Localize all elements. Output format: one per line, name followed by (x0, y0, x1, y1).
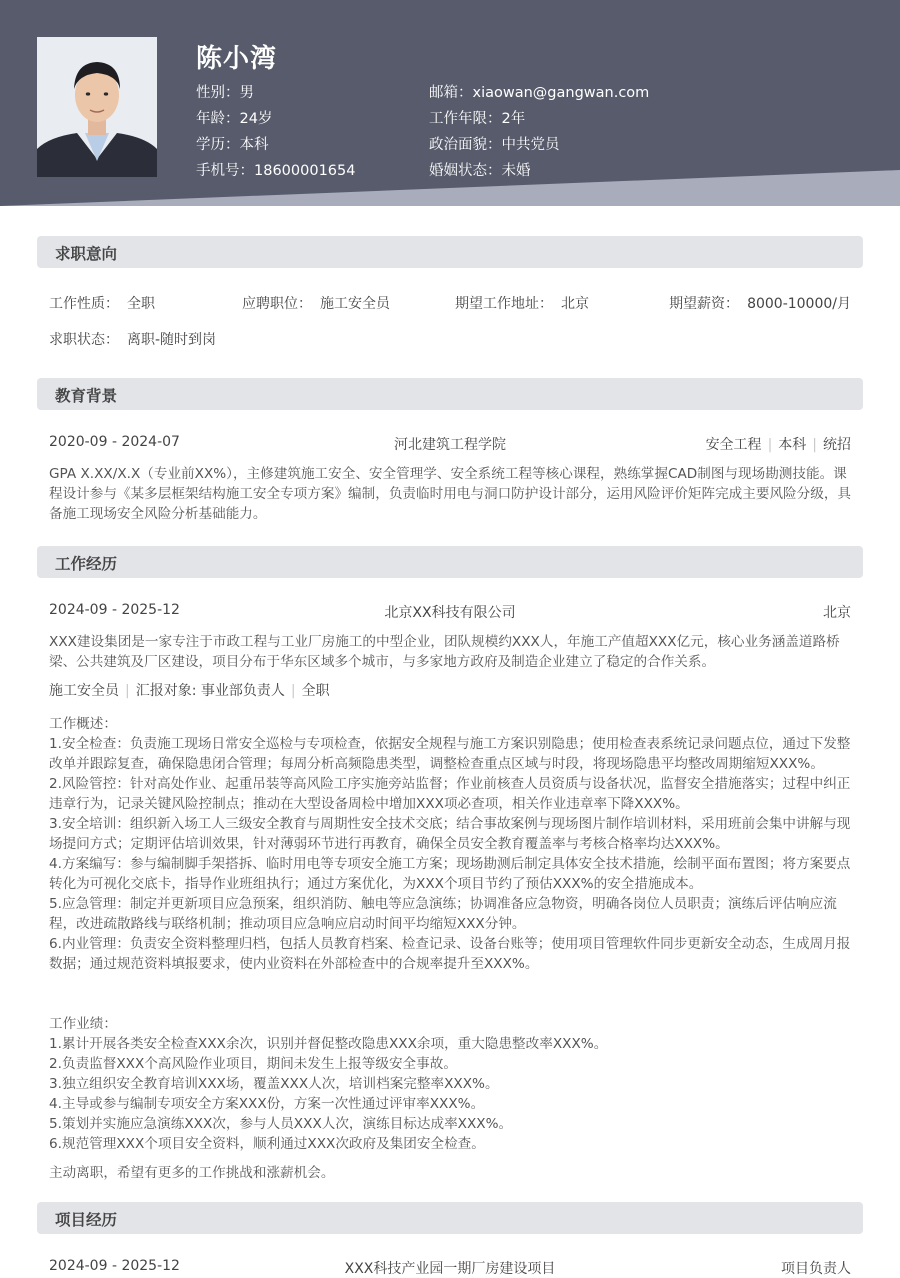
overview-item: 4.方案编写：参与编制脚手架搭拆、临时用电等专项安全施工方案；现场勘测后制定具体安全技术措施，绘制平面布置图；将方案要点转化为可视化交底卡，指导作业班组执行；通过方案优化，为XXX个项目节约了预估XXX%的安全措施成本。 (49, 856, 851, 892)
person-avatar-icon (37, 37, 157, 177)
tag-divider: | (767, 437, 773, 453)
basic-info-left (196, 80, 355, 184)
section-title-text: 项目经历 (55, 1211, 118, 1229)
info-value: 中共党员 (501, 137, 560, 153)
intent-label: 求职状态： (49, 332, 119, 348)
info-gender (196, 80, 355, 106)
overview-item: 1.安全检查：负责施工现场日常安全巡检与专项检查，依据安全规程与施工方案识别隐患；使用检查表系统记录问题点位，通过下发整改单并跟踪复查，确保隐患闭合管理；每周分析高频隐患类型，调整检查重点区域与时段，将现场隐患平均整改周期缩短XXX%。 (49, 736, 851, 772)
work-job-type: 全职 (301, 683, 330, 699)
tag-divider: | (290, 683, 296, 699)
section-title-work (37, 546, 863, 578)
achievement-item: 1.累计开展各类安全检查XXX余次，识别并督促整改隐患XXX余项，重大隐患整改率XXX%。 (49, 1036, 608, 1052)
info-value: 本科 (239, 137, 269, 153)
intent-value: 离职-随时到岗 (127, 332, 217, 348)
project-role: 项目负责人 (781, 1261, 851, 1277)
intent-label: 期望工作地址： (455, 296, 553, 312)
education-major: 安全工程 (705, 437, 762, 453)
achievement-item: 4.主导或参与编制专项安全方案XXX份，方案一次性通过评审率XXX%。 (49, 1096, 485, 1112)
info-label: 性别： (196, 85, 240, 101)
project-name: XXX科技产业园一期厂房建设项目 (344, 1261, 556, 1277)
info-label: 政治面貌： (429, 137, 502, 153)
section-title-text: 教育背景 (55, 387, 118, 405)
tag-divider: | (125, 683, 130, 699)
info-label: 年龄： (196, 111, 240, 127)
intent-job-type (49, 293, 155, 313)
overview-item: 3.安全培训：组织新入场工人三级安全教育与周期性安全技术交底；结合事故案例与现场图片制作培训材料，采用班前会集中讲解与现场提问方式；定期评估培训效果，针对薄弱环节进行再教育，确保全员安全教育覆盖率与考核合格率均达XXX%。 (49, 816, 851, 852)
info-label: 工作年限： (429, 111, 502, 127)
info-value: xiaowan@gangwan.com (472, 85, 650, 101)
info-label: 邮箱： (429, 85, 473, 101)
education-degree: 本科 (778, 437, 807, 453)
section-title-text: 工作经历 (55, 555, 118, 573)
intent-value: 8000-10000/月 (747, 296, 851, 312)
project-period: 2024-09 - 2025-12 (49, 1258, 180, 1274)
info-label: 手机号： (196, 163, 254, 179)
overview-item: 2.风险管控：针对高处作业、起重吊装等高风险工序实施旁站监督；作业前核查人员资质与设备状况，监督安全措施落实；过程中纠正违章行为，记录关键风险控制点；推动在大型设备周检中增加XXX项必查项，相关作业违章率下降XXX%。 (49, 776, 851, 812)
overview-title: 工作概述： (49, 716, 117, 732)
overview-item: 5.应急管理：制定并更新项目应急预案，组织消防、触电等应急演练；协调准备应急物资，明确各岗位人员职责；演练后评估响应流程，改进疏散路线与联络机制；推动项目应急响应启动时间平均缩短XXX分钟。 (49, 896, 837, 932)
achievement-item: 5.策划并实施应急演练XXX次，参与人员XXX人次，演练目标达成率XXX%。 (49, 1116, 513, 1132)
basic-info-right (429, 80, 649, 184)
education-tags (706, 434, 851, 454)
info-label: 婚姻状态： (429, 163, 502, 179)
info-value: 未婚 (501, 163, 531, 179)
intent-value: 全职 (127, 296, 155, 312)
intent-city (455, 293, 589, 313)
intent-value: 北京 (561, 296, 589, 312)
section-title-project (37, 1202, 863, 1234)
education-school: 河北建筑工程学院 (394, 437, 506, 453)
achievement-item: 3.独立组织安全教育培训XXX场，覆盖XXX人次，培训档案完整率XXX%。 (49, 1076, 499, 1092)
achievement-item: 6.规范管理XXX个项目安全资料，顺利通过XXX次政府及集团安全检查。 (49, 1136, 485, 1152)
tag-divider: | (812, 437, 817, 453)
education-description: GPA X.XX/X.X（专业前XX%），主修建筑施工安全、安全管理学、安全系统工程等核心课程，熟练掌握CAD制图与现场勘测技能。课程设计参与《某多层框架结构施工安全专项方案》编制，负责临时用电与洞口防护设计部分，运用风险评价矩阵完成主要风险分级，具备施工现场安全风险分析基础能力。 (49, 466, 852, 522)
info-email (429, 80, 649, 106)
intent-status (49, 329, 216, 349)
info-phone (196, 158, 355, 184)
info-education (196, 132, 355, 158)
overview-item: 6.内业管理：负责安全资料整理归档，包括人员教育档案、检查记录、设备台账等；使用项目管理软件同步更新安全动态，生成周月报数据；通过规范资料填报要求，使内业资料在外部检查中的合规率提升至XXX%。 (49, 936, 851, 972)
achievements-title: 工作业绩： (49, 1016, 117, 1032)
education-period: 2020-09 - 2024-07 (49, 434, 180, 450)
info-value: 2年 (501, 111, 526, 127)
info-value: 男 (239, 85, 254, 101)
section-title-education (37, 378, 863, 410)
education-header-row (49, 434, 851, 454)
section-title-text: 求职意向 (55, 245, 118, 263)
education-mode: 统招 (823, 437, 851, 453)
resume-header (0, 0, 900, 206)
intent-label: 期望薪资： (669, 296, 740, 312)
work-leave-reason: 主动离职，希望有更多的工作挑战和涨薪机会。 (49, 1165, 335, 1181)
intent-value: 施工安全员 (320, 296, 390, 312)
work-title: 施工安全员 (49, 683, 119, 699)
info-work-years (429, 106, 649, 132)
intent-label: 应聘职位： (242, 296, 312, 312)
intent-salary (669, 293, 851, 313)
profile-photo (37, 37, 157, 177)
work-report-to: 汇报对象: 事业部负责人 (135, 683, 285, 699)
candidate-name: 陈小湾 (196, 44, 278, 74)
work-achievements (49, 1014, 853, 1154)
work-overview (49, 714, 853, 974)
work-city: 北京 (823, 605, 851, 621)
achievement-item: 2.负责监督XXX个高风险作业项目，期间未发生上报等级安全事故。 (49, 1056, 457, 1072)
section-title-intent (37, 236, 863, 268)
intent-position (242, 293, 390, 313)
intent-label: 工作性质： (49, 296, 119, 312)
work-role-tags (49, 680, 330, 700)
work-company-description: XXX建设集团是一家专注于市政工程与工业厂房施工的中型企业，团队规模约XXX人，年施工产值超XXX亿元，核心业务涵盖道路桥梁、公共建筑及厂区建设，项目分布于华东区域多个城市，与多家地方政府及制造企业建立了稳定的合作关系。 (49, 634, 840, 670)
work-period: 2024-09 - 2025-12 (49, 602, 180, 618)
info-marital-status (429, 158, 649, 184)
project-header-row (49, 1258, 851, 1278)
work-company: 北京XX科技有限公司 (384, 605, 516, 621)
work-header-row (49, 602, 851, 622)
info-age (196, 106, 355, 132)
info-value: 24岁 (239, 111, 273, 127)
info-label: 学历： (196, 137, 240, 153)
info-value: 18600001654 (254, 163, 356, 179)
info-political-status (429, 132, 649, 158)
